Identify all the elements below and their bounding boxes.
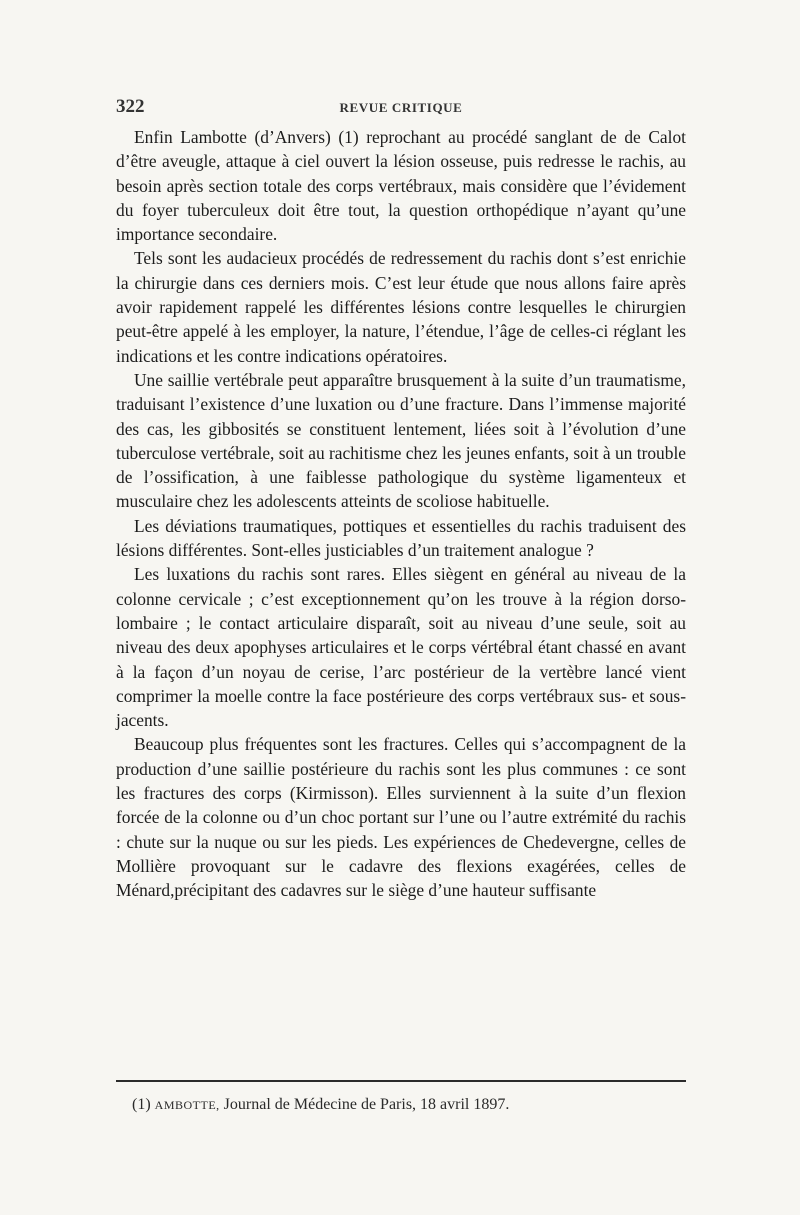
footnote-author: AMBOTTE, xyxy=(154,1098,220,1112)
footnote-marker: (1) xyxy=(132,1096,151,1113)
footnote xyxy=(132,1095,686,1115)
footnote-citation: Journal de Médecine de Paris, 18 avril 1897. xyxy=(223,1096,510,1113)
paragraph-luxations: Les luxations du rachis sont rares. Elles siègent en général au niveau de la colonne cervicale ; c’est exceptionnement qu’on les trouve à la région dorso-lombaire ; le contact articulaire disparaît, soit au niveau d’une seule, soit au niveau des deux apophyses articulaires et le corps vértébral étant chassé en avant à la façon d’un noyau de cerise, l’arc postérieur de la vertèbre lancé vient comprimer la moelle contre la face postérieure des corps vertébraux sus- et sous-jacents. xyxy=(116,564,686,731)
paragraph-deviations: Les déviations traumatiques, pottiques et essentielles du rachis traduisent des lésions différentes. Sont-elles justiciables d’un traitement analogue ? xyxy=(116,515,686,561)
running-title: REVUE CRITIQUE xyxy=(339,100,463,115)
paragraph-lambotte: Enfin Lambotte (d’Anvers) (1) reprochant au procédé sanglant de de Calot d’être aveugle, attaque à ciel ouvert la lésion osseuse, puis redresse le rachis, au besoin après section totale des corps vertébraux, mais considère que l’évidement du foyer tuberculeux doit être tout, la question orthopédique n’ayant qu’une importance secondaire. xyxy=(116,127,686,245)
footnote-rule xyxy=(116,1080,686,1082)
paragraph-procedes: Tels sont les audacieux procédés de redressement du rachis dont s’est enrichie la chirurgie dans ces derniers mois. C’est leur étude que nous allons faire après avoir rapidement rappelé les différentes lésions contre lesquelles le chirurgien peut-être appelé à les employer, la nature, l’étendue, l’âge de celles-ci réglant les indications et les contre indications opératoires. xyxy=(116,248,686,366)
body-text xyxy=(116,125,686,903)
paragraph-fractures: Beaucoup plus fréquentes sont les fractures. Celles qui s’accompagnent de la production d’une saillie postérieure du rachis sont les plus communes : ce sont les fractures des corps (Kirmisson). Elles surviennent à la suite d’un flexion forcée de la colonne ou d’un choc portant sur l’une ou l’autre extrémité du rachis : chute sur la nuque ou sur les pieds. Les expériences de Chedevergne, celles de Mollière provoquant sur le cadavre des flexions exagérées, celles de Ménard,précipitant des cadavres sur le siège d’une hauteur suffisante xyxy=(116,734,686,901)
running-header xyxy=(116,96,686,122)
page-number: 322 xyxy=(116,96,145,117)
paragraph-saillie: Une saillie vertébrale peut apparaître brusquement à la suite d’un traumatisme, traduisant l’existence d’une luxation ou d’une fracture. Dans l’immense majorité des cas, les gibbosités se constituent lentement, liées soit à l’évolution d’une tuberculose vertébrale, soit au rachitisme chez les jeunes enfants, soit à un trouble de l’ossification, à une faiblesse pathologique du système ligamenteux et musculaire chez les adolescents atteints de scoliose habituelle. xyxy=(116,369,686,512)
